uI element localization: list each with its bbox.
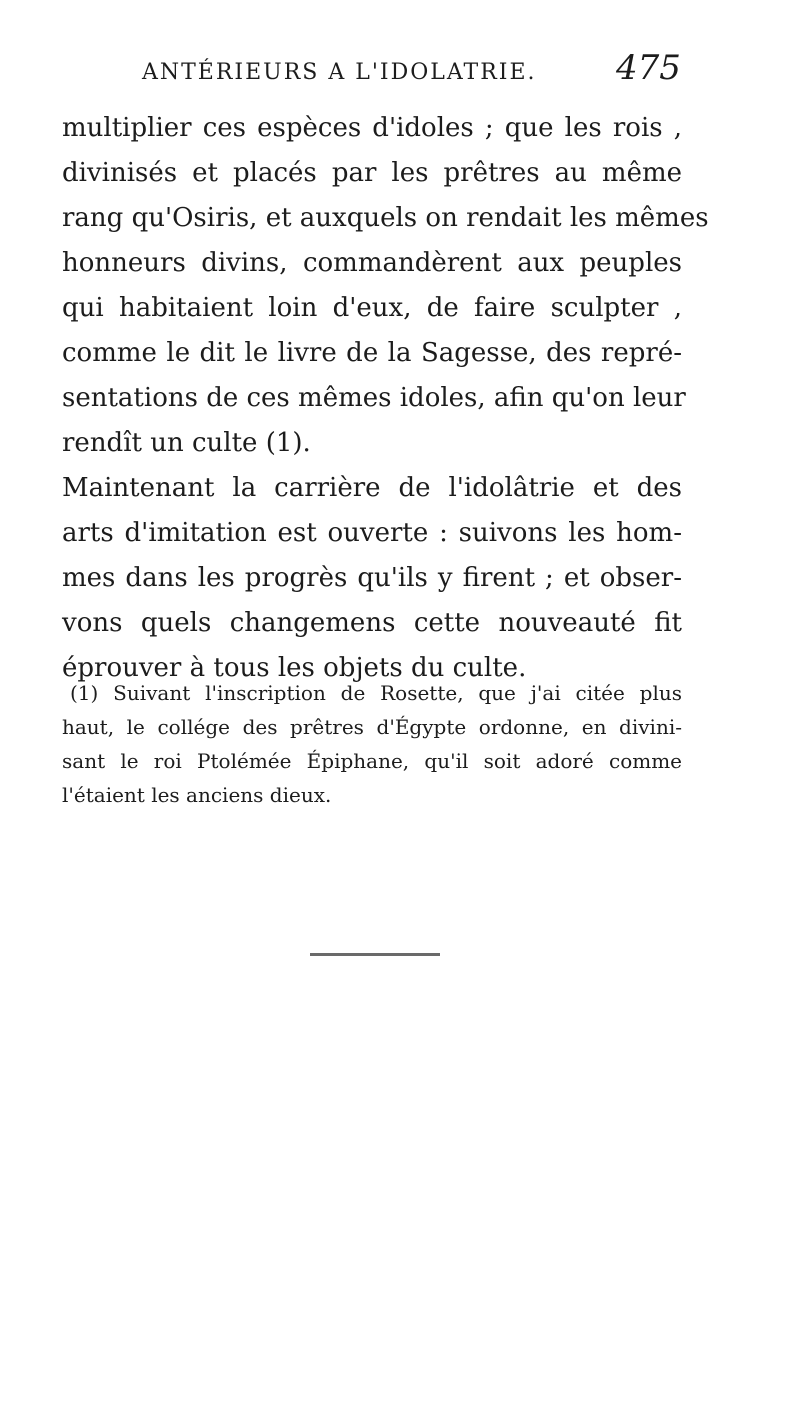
body-line: arts d'imitation est ouverte : suivons les hom-	[62, 518, 682, 548]
footnote-line: haut, le collége des prêtres d'Égypte ordonne, en divini-	[62, 715, 682, 739]
footnote-line: l'étaient les anciens dieux.	[62, 783, 332, 807]
body-line: qui habitaient loin d'eux, de faire sculpter ,	[62, 293, 682, 323]
body-line: mes dans les progrès qu'ils y firent ; et obser-	[62, 563, 682, 593]
body-line: divinisés et placés par les prêtres au même	[62, 158, 682, 188]
running-head	[142, 48, 682, 92]
body-line: Maintenant la carrière de l'idolâtrie et des	[62, 473, 682, 503]
footnote-line: (1) Suivant l'inscription de Rosette, que j'ai citée plus	[70, 681, 682, 705]
running-title: ANTÉRIEURS A L'IDOLATRIE.	[142, 60, 537, 85]
footnote-line: sant le roi Ptolémée Épiphane, qu'il soit adoré comme	[62, 749, 682, 773]
printer-rule-mark	[310, 953, 440, 956]
page-number: 475	[616, 48, 681, 88]
body-line: sentations de ces mêmes idoles, afin qu'on leur	[62, 383, 686, 413]
body-line: éprouver à tous les objets du culte.	[62, 653, 527, 683]
body-line: rang qu'Osiris, et auxquels on rendait les mêmes	[62, 203, 709, 233]
body-line: honneurs divins, commandèrent aux peuples	[62, 248, 682, 278]
body-text	[62, 106, 709, 691]
body-line: rendît un culte (1).	[62, 428, 311, 458]
body-line: multiplier ces espèces d'idoles ; que les rois ,	[62, 113, 682, 143]
body-line: vons quels changemens cette nouveauté fit	[62, 608, 682, 638]
footnote	[62, 676, 682, 812]
body-line: comme le dit le livre de la Sagesse, des repré-	[62, 338, 682, 368]
